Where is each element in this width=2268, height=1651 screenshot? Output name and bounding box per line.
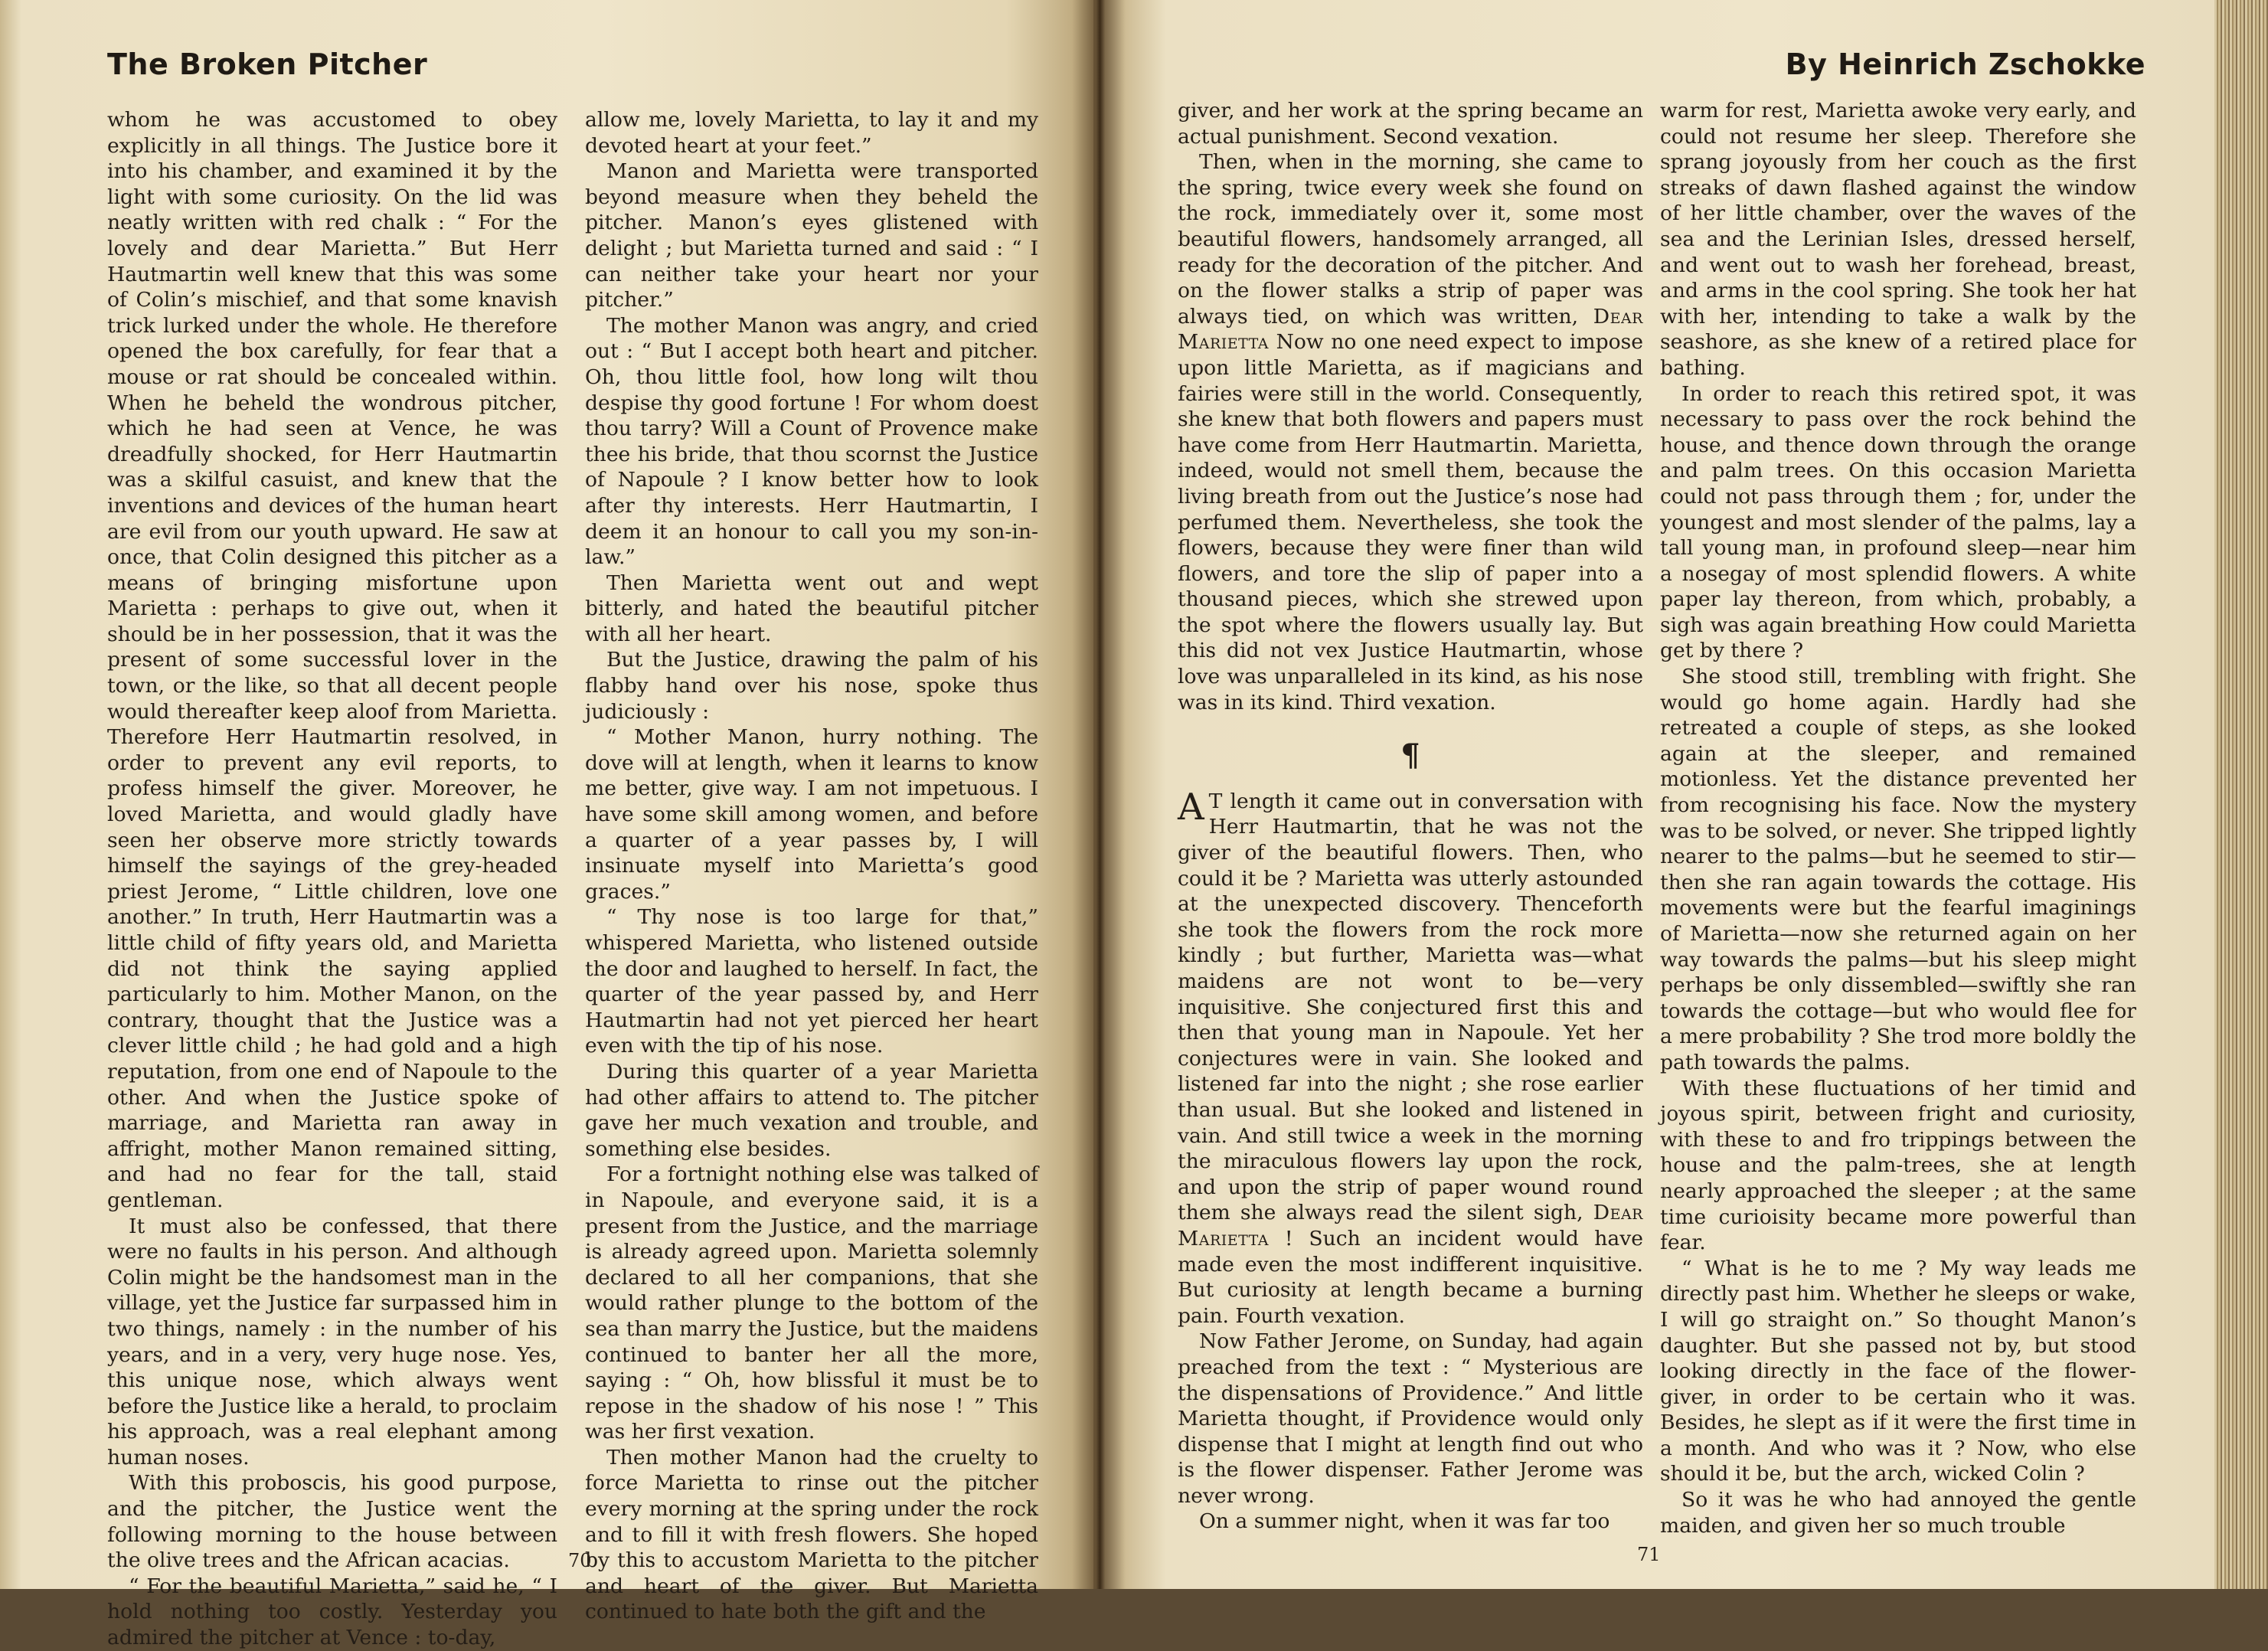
paragraph-text: T length it came out in conversation with Herr Hautmartin, that he was not the giver of the beautiful flowers. Then, who could it be ? Marietta was utterly astounded at the unexpected discovery. Thenceforth she took the flowers from the rock more kindly ; but further, Marietta was—what maidens are not wont to be—very inquisitive. She conjectured first this and then that young man in Napoule. Yet her conjectures were in vain. She looked and listened far into the night ; she rose earlier than usual. But she looked and listened in vain. And still twice a week in the morning the miraculous flowers lay upon the rock, and upon the strip of paper wound round them she always read the silent sigh, [1178,789,1643,1225]
paragraph: allow me, lovely Marietta, to lay it and my devoted heart at your feet.” [585,108,1038,158]
dear-marietta-label: Dear Marietta ! [1178,1201,1643,1251]
paragraph: Then Marietta went out and wept bitterly, and hated the beautiful pitcher with all her heart. [585,570,1038,646]
paragraph: With this proboscis, his good purpose, and the pitcher, the Justice went the following morning to the house between the olive trees and the African acacias. [107,1471,557,1573]
running-head-left: The Broken Pitcher [107,47,428,81]
paragraph: “ Thy nose is too large for that,” whispered Marietta, who listened outside the door and laughed to herself. In fact, the quarter of the year passed by, and Herr Hautmartin had not yet pierced her heart even with the tip of his nose. [585,905,1038,1058]
book-gutter [1072,0,1126,1589]
dear-marietta-label: Dear Marietta [1178,304,1643,355]
paragraph: For a fortnight nothing else was talked of in Napoule, and everyone said, it is a present from the Justice, and the marriage is already agreed upon. Marietta solemnly declared to all her companions, that she would rather plunge to the bottom of the sea than marry the Justice, but the maidens continued to banter her all the more, saying : “ Oh, how blissful it must be to repose in the shadow of his nose ! ” This was her first vexation. [585,1162,1038,1444]
paragraph-text: Such an incident would have made even the most indifferent inquisitive. But curiosity at length became a burning pain. Fourth vexation. [1178,1226,1643,1328]
text-column-3 [1178,98,1643,1534]
paragraph: On a summer night, when it was far too [1199,1509,1610,1534]
paragraph: Manon and Marietta were transported beyond measure when they beheld the pitcher. Manon’s eyes glistened with delight ; but Marietta turned and said : “ I can neither take your heart nor your pitcher.” [585,159,1038,312]
paragraph-text: Then, when in the morning, she came to the spring, twice every week she found on the rock, immediately over it, some most beautiful flowers, handsomely arranged, all ready for the decoration of the pitcher. And on the flower stalks a strip of paper was always tied, on which was written, [1178,150,1643,329]
text-column-4 [1660,98,2136,1538]
paragraph: whom he was accustomed to obey explicitly in all things. The Justice bore it into his chamber, and examined it by the light with some curiosity. On the lid was neatly written with red chalk : “ For the lovely and dear Marietta.” But Herr Hautmartin well knew that this was some of Colin’s mischief, and that some knavish trick lurked under the whole. He therefore opened the box carefully, for fear that a mouse or rat should be concealed within. When he beheld the wondrous pitcher, which he had seen at Vence, he was dreadfully shocked, for Herr Hautmartin was a skilful casuist, and knew that the inventions and devices of the human heart are evil from our youth upward. He saw at once, that Colin designed this pitcher as a means of bringing misfortune upon Marietta : perhaps to give out, when it should be in her possession, that it was the present of some successful lover in the town, or the like, so that all decent people would thereafter keep aloof from Marietta. Therefore Herr Hautmartin resolved, in order to prevent any evil reports, to profess himself the giver. Moreover, he loved Marietta, and would gladly have seen her observe more strictly towards himself the sayings of the grey-headed priest Jerome, “ Little children, love one another.” In truth, Herr Hautmartin was a little child of fifty years old, and Marietta did not think the saying applied particularly to him. Mother Manon, on the contrary, thought that the Justice was a clever little child ; he had gold and a high reputation, from one end of Napoule to the other. And when the Justice spoke of marriage, and Marietta ran away in affright, mother Manon remained sitting, and had no fear for the tall, staid gentleman. [107,108,557,1212]
drop-cap: A [1178,785,1204,829]
right-page [1093,0,2214,1589]
paragraph: But the Justice, drawing the palm of his flabby hand over his nose, spoke thus judiciously : [585,648,1038,724]
paragraph: Now Father Jerome, on Sunday, had again preached from the text : “ Mysterious are the dispensations of Providence.” And little Marietta thought, if Providence would only dispense that I might at length find out who is the flower dispenser. Father Jerome was never wrong. [1178,1329,1643,1508]
paragraph: “ What is he to me ? My way leads me directly past him. Whether he sleeps or wake, I will go straight on.” So thought Manon’s daughter. But she passed not by, but stood looking directly in the face of the flower-giver, in order to be certain who it was. Besides, he slept as if it were the first time in a month. And who was it ? Now, who else should it be, but the arch, wicked Colin ? [1660,1256,2136,1486]
paragraph: So it was he who had annoyed the gentle maiden, and given her so much trouble [1660,1488,2136,1538]
running-head-right: By Heinrich Zschokke [1785,47,2145,81]
text-column-2 [585,107,1038,1624]
paragraph: It must also be confessed, that there were no faults in his person. And although Colin might be the handsomest man in the village, yet the Justice far surpassed him in two things, namely : in the number of his years, and in a very, very huge nose. Yes, this unique nose, which always went before the Justice like a herald, to proclaim his approach, was a real elephant among human noses. [107,1214,557,1470]
paragraph: In order to reach this retired spot, it was necessary to pass over the rock behind the house, and thence down through the orange and palm trees. On this occasion Marietta could not pass through them ; for, under the youngest and most slender of the palms, lay a tall young man, in profound sleep—near him a nosegay of most splendid flowers. A white paper lay thereon, from which, probably, a sigh was again breathing How could Marietta get by there ? [1660,381,2136,663]
paragraph: “ For the beautiful Marietta,” said he, “ I hold nothing too costly. Yesterday you admired the pitcher at Vence : to-day, [107,1574,557,1650]
section-mark: ¶ [1400,737,1420,774]
paragraph: During this quarter of a year Marietta had other affairs to attend to. The pitcher gave her much vexation and trouble, and something else besides. [585,1059,1038,1161]
paragraph [1178,149,1643,715]
paragraph: giver, and her work at the spring became an actual punishment. Second vexation. [1178,99,1643,149]
paragraph-text: Now no one need expect to impose upon little Marietta, as if magicians and fairies were still in the world. Consequently, she knew that both flowers and papers must have come from Herr Hautmartin. Marietta, indeed, would not smell them, because the living breath from out the Justice’s nose had perfumed them. Nevertheless, she took the flowers, because they were finer than wild flowers, and tore the slip of paper into a thousand pieces, which she strewed upon the spot where the flowers usually lay. But this did not vex Justice Hautmartin, whose love was unparalleled in its kind, as his nose was in its kind. Third vexation. [1178,330,1643,714]
text-column-1 [107,107,557,1650]
page-number-right: 71 [1637,1544,1661,1565]
paragraph: The mother Manon was angry, and cried out : “ But I accept both heart and pitcher. Oh, thou little fool, how long wilt thou despise thy good fortune ! For whom doest thou tarry? Will a Count of Provence make thee his bride, that thou scornst the Justice of Napoule ? I know better how to look after thy interests. Herr Hautmartin, I deem it an honour to call you my son-in-law.” [585,313,1038,570]
paragraph: warm for rest, Marietta awoke very early, and could not resume her sleep. Therefore she sprang joyously from her couch as the first streaks of dawn flashed against the window of her little chamber, over the waves of the sea and the Lerinian Isles, dressed herself, and went out to wash her forehead, breast, and arms in the cool spring. She took her hat with her, intending to take a walk by the seashore, as she knew of a retired place for bathing. [1660,99,2136,380]
paragraph: “ Mother Manon, hurry nothing. The dove will at length, when it learns to know me better, give way. I am not impetuous. I have some skill among women, and before a quarter of a year passes by, I will insinuate myself into Marietta’s good graces.” [585,725,1038,904]
page-number-left: 70 [568,1550,592,1571]
paragraph: She stood still, trembling with fright. She would go home again. Hardly had she retreated a couple of steps, as she looked again at the sleeper, and remained motionless. Yet the distance prevented her from recognising his face. Now the mystery was to be solved, or never. She tripped lightly nearer to the palms—but he seemed to stir—then she ran again towards the cottage. His movements were but the fearful imaginings of Marietta—now she returned again on her way towards the palms—but his sleep might perhaps be only dissembled—swiftly she ran towards the cottage—but who would flee for a mere probability ? She trod more boldly the path towards the palms. [1660,665,2136,1074]
page-edges [2214,0,2268,1589]
paragraph: With these fluctuations of her timid and joyous spirit, between fright and curiosity, with these to and fro trippings between the house and the palm-trees, she at length nearly approached the sleeper ; at the same time curioisity became more powerful than fear. [1660,1076,2136,1255]
paragraph: Then mother Manon had the cruelty to force Marietta to rinse out the pitcher every morning at the spring under the rock and to fill it with fresh flowers. She hoped by this to accustom Marietta to the pitcher and heart of the giver. But Marietta continued to hate both the gift and the [585,1445,1038,1624]
paragraph [1178,785,1643,1329]
left-page [0,0,1093,1650]
